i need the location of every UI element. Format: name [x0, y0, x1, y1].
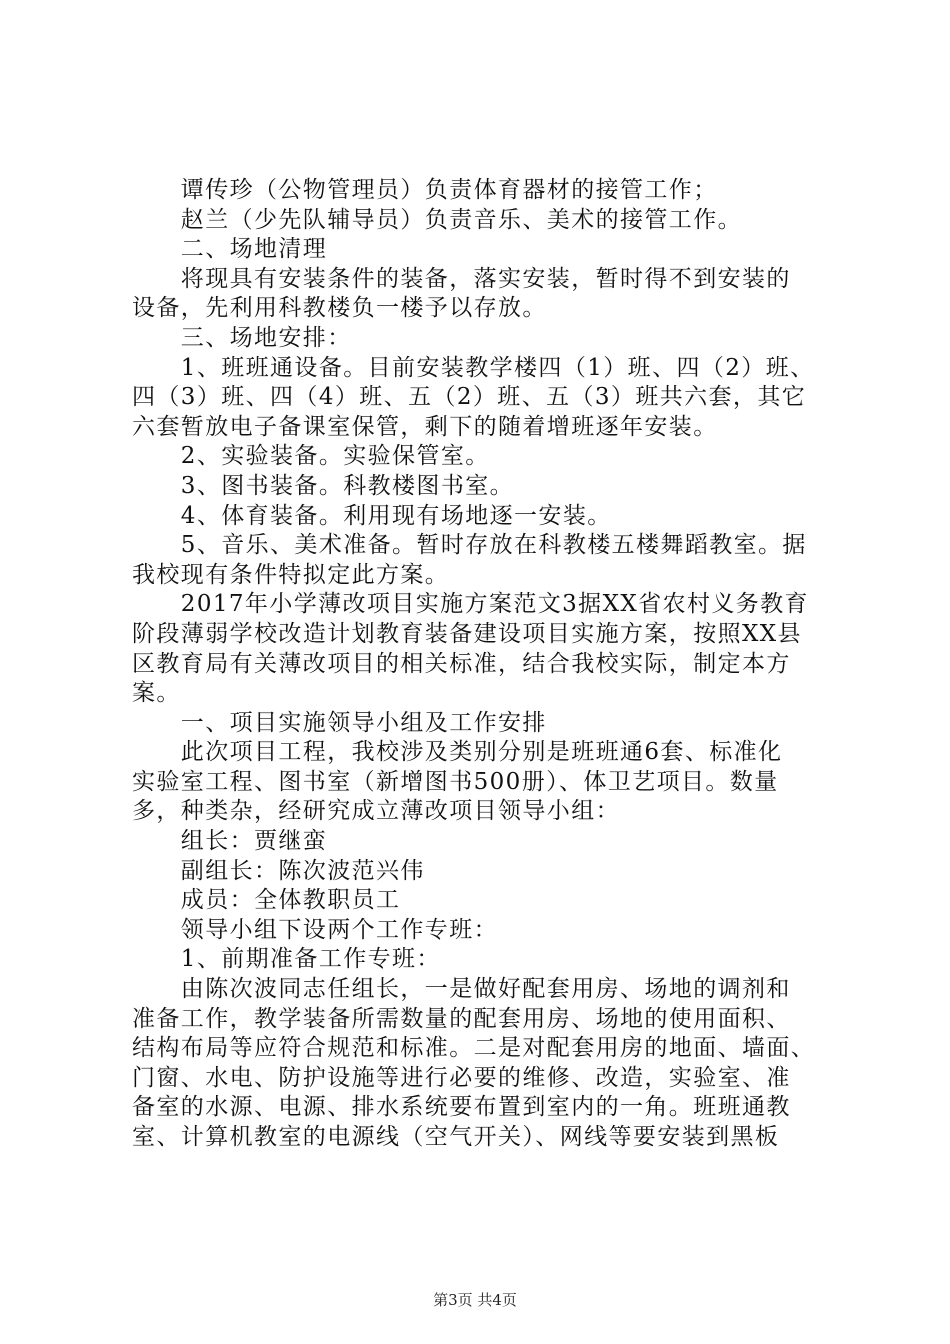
- text-line: 案。: [132, 680, 181, 707]
- text-line: 2、实验装备。实验保管室。: [132, 443, 490, 470]
- text-line: 组长：贾继蛮: [132, 828, 328, 855]
- text-line: 多，种类杂，经研究成立薄改项目领导小组：: [132, 798, 620, 825]
- text-line: 1、前期准备工作专班：: [132, 946, 441, 973]
- text-line: 室、计算机教室的电源线（空气开关）、网线等要安装到黑板: [132, 1124, 780, 1150]
- text-line: 由陈次波同志任组长，一是做好配套用房、场地的调剂和: [132, 976, 791, 1003]
- text-line: 3、图书装备。科教楼图书室。: [132, 472, 515, 499]
- text-line: 此次项目工程，我校涉及类别分别是班班通6套、标准化: [132, 739, 783, 766]
- text-line: 1、班班通设备。目前安装教学楼四（1）班、四（2）班、: [132, 354, 815, 381]
- document-body: [132, 176, 838, 1153]
- text-line: 4、体育装备。利用现有场地逐一安装。: [132, 502, 612, 529]
- text-line: 2017年小学薄改项目实施方案范文3据XX省农村义务教育: [132, 591, 809, 618]
- text-line: 副组长：陈次波范兴伟: [132, 857, 425, 884]
- text-line: 将现具有安装条件的装备，落实安装，暂时得不到安装的: [132, 265, 791, 292]
- text-line: 我校现有条件特拟定此方案。: [132, 561, 450, 588]
- section-heading: 二、场地清理: [132, 236, 328, 263]
- text-line: 阶段薄弱学校改造计划教育装备建设项目实施方案，按照XX县: [132, 620, 802, 647]
- text-line: 赵兰（少先队辅导员）负责音乐、美术的接管工作。: [132, 206, 742, 233]
- text-line: 成员：全体教职员工: [132, 887, 401, 914]
- text-line: 领导小组下设两个工作专班：: [132, 916, 498, 943]
- text-line: 设备，先利用科教楼负一楼予以存放。: [132, 295, 547, 322]
- section-heading: 三、场地安排：: [132, 324, 352, 351]
- text-line: 准备工作，教学装备所需数量的配套用房、场地的使用面积、: [132, 1005, 791, 1032]
- section-heading: 一、项目实施领导小组及工作安排: [132, 709, 547, 736]
- text-line: 门窗、水电、防护设施等进行必要的维修、改造，实验室、准: [132, 1064, 791, 1091]
- text-line: 六套暂放电子备课室保管，剩下的随着增班逐年安装。: [132, 413, 718, 440]
- text-line: 备室的水源、电源、排水系统要布置到室内的一角。班班通教: [132, 1094, 791, 1121]
- text-line: 区教育局有关薄改项目的相关标准，结合我校实际，制定本方: [132, 650, 791, 677]
- text-line: 5、音乐、美术准备。暂时存放在科教楼五楼舞蹈教室。据: [132, 532, 807, 559]
- page-number-footer: 第3页 共4页: [433, 1291, 517, 1309]
- text-line: 实验室工程、图书室（新增图书500册）、体卫艺项目。数量: [132, 768, 779, 795]
- text-line: 四（3）班、四（4）班、五（2）班、五（3）班共六套，其它: [132, 384, 807, 411]
- text-line: 结构布局等应符合规范和标准。二是对配套用房的地面、墙面、: [132, 1035, 816, 1062]
- text-line: 谭传珍（公物管理员）负责体育器材的接管工作；: [132, 177, 718, 203]
